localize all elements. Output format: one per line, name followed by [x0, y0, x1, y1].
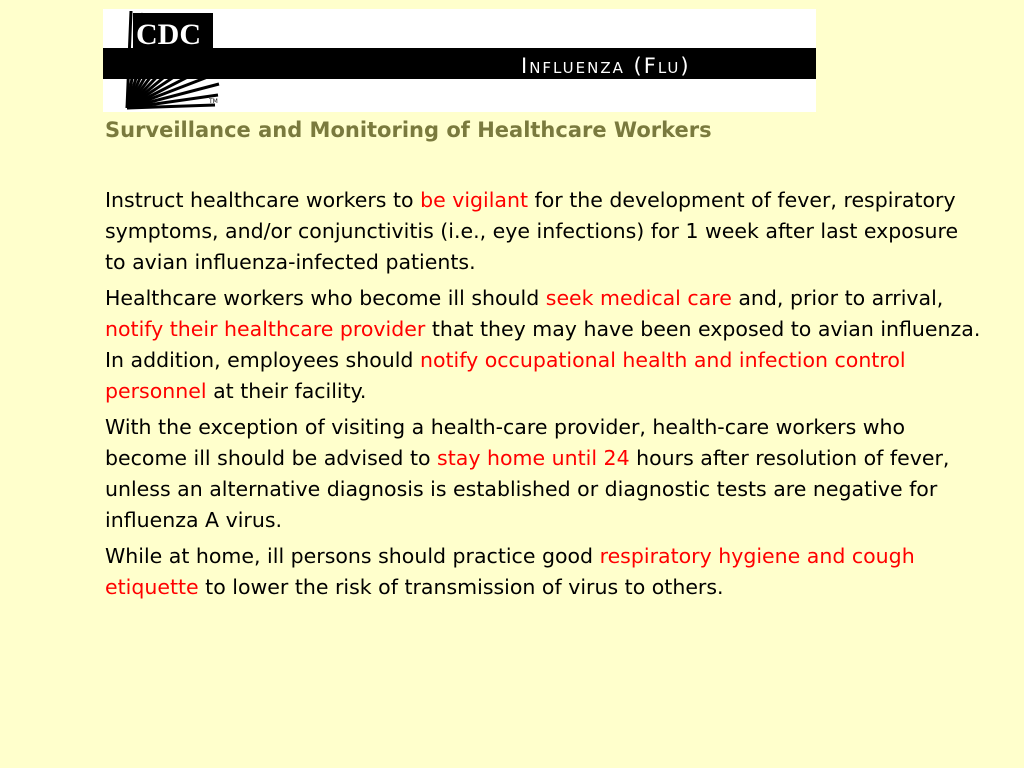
page-title: Surveillance and Monitoring of Healthcare Workers: [105, 118, 712, 142]
highlight-respiratory-hygiene: respiratory hygiene and cough etiquette: [105, 544, 915, 599]
highlight-notify-provider: notify their healthcare provider: [105, 317, 426, 341]
text-segment: to lower the risk of transmission of virus to others.: [198, 575, 724, 599]
text-segment: for the development of fever, respiratory symptoms, and/or conjunctivitis (i.e., eye infections) for 1 week after last exposure to avian influenza-infected patients.: [105, 188, 959, 274]
text-segment: that they may have been exposed to avian influenza. In addition, employees should: [105, 317, 981, 372]
highlight-seek-medical-care: seek medical care: [545, 286, 732, 310]
highlight-notify-occupational-health: notify occupational health and infection control personnel: [105, 348, 906, 403]
text-segment: and, prior to arrival,: [731, 286, 944, 310]
paragraph-vigilance: [105, 185, 985, 278]
banner-title-text: Influenza (Flu): [521, 54, 691, 78]
highlight-be-vigilant: be vigilant: [420, 188, 529, 212]
slide-body: [105, 185, 985, 608]
text-segment: at their facility.: [206, 379, 367, 403]
trademark-mark: TM: [209, 98, 218, 105]
cdc-influenza-banner: [103, 9, 816, 112]
text-segment: Instruct healthcare workers to: [105, 188, 421, 212]
text-segment: Healthcare workers who become ill should: [105, 286, 546, 310]
text-segment: With the exception of visiting a health-care provider, health-care workers who become ill should be advised to: [105, 415, 906, 470]
banner-black-bar: [103, 48, 816, 79]
paragraph-stay-home: [105, 412, 985, 536]
text-segment: hours after resolution of fever, unless an alternative diagnosis is established or diagnostic tests are negative for influenza A virus.: [105, 446, 950, 532]
text-segment: While at home, ill persons should practice good: [105, 544, 600, 568]
highlight-stay-home: stay home until 24: [437, 446, 630, 470]
paragraph-seek-care: [105, 283, 985, 407]
cdc-logo-text: CDC: [136, 18, 201, 51]
paragraph-hygiene: [105, 541, 985, 603]
cdc-banner-graphic: [103, 9, 816, 112]
